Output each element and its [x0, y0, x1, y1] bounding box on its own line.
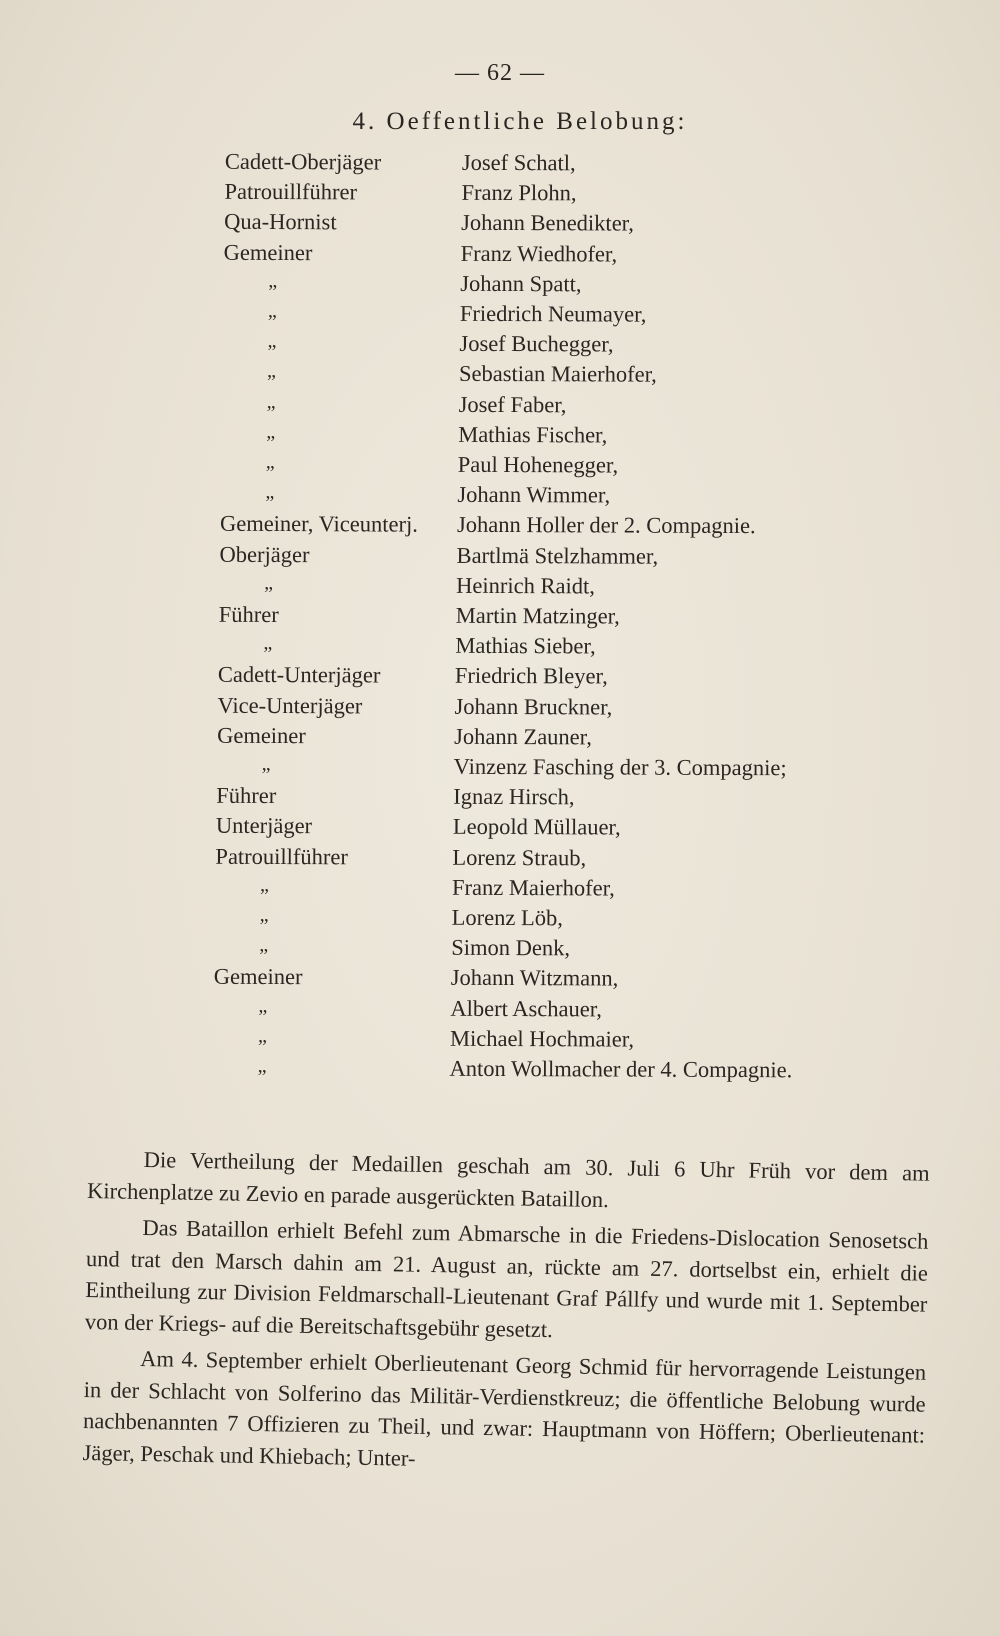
- roster-name: Johann Witzmann,: [450, 965, 619, 991]
- commendation-roster: [0, 148, 1000, 1142]
- page-number: — 62 —: [455, 60, 545, 86]
- roster-name: Lorenz Straub,: [452, 844, 587, 870]
- paragraph-march-orders: Das Bataillon erhielt Befehl zum Abmarsche in die Friedens-Dislocation Senosetsch und trat den Marsch dahin am 21. August an, rückte am 27. dortselbst ein, erhielt die Eintheilung zur Division Feldmarschall-Lieutenant Graf Pállfy und wurde mit 1. September von der Kriegs- auf die Bereitschaftsgebühr gesetzt.: [84, 1214, 929, 1342]
- roster-rank: Patrouillführer: [215, 843, 348, 869]
- roster-name: Mathias Fischer,: [458, 421, 608, 448]
- roster-name: Anton Wollmacher der 4. Compagnie.: [449, 1055, 793, 1083]
- roster-rank-ditto: „: [259, 903, 269, 926]
- roster-rank-ditto: „: [261, 752, 271, 776]
- paragraph-medal-distribution: Die Vertheilung der Medaillen geschah am 30. Juli 6 Uhr Früh vor dem am Kirchenplatze zu Zevio en parade ausgerückten Bataillon.: [86, 1146, 930, 1212]
- roster-rank: Unterjäger: [215, 813, 313, 839]
- paragraph-september-awards: Am 4. September erhielt Oberlieutenant Georg Schmid für hervorragende Leistungen in der Schlacht von Solferino das Militär-Verdienstkreuz; die öffentliche Belobung wurde nachbenannten 7 Offizieren zu Theil, und zwar: Hauptmann von Höffern; Oberlieutenant: Jäger, Peschak und Khiebach; Unter-: [82, 1345, 927, 1471]
- roster-name: Heinrich Raidt,: [456, 572, 595, 599]
- roster-name: Simon Denk,: [451, 934, 571, 961]
- roster-rank-ditto: „: [268, 269, 278, 292]
- roster-name: Bartlmä Stelzhammer,: [456, 542, 659, 569]
- roster-rank-ditto: „: [266, 420, 276, 443]
- roster-rank-ditto: „: [267, 330, 277, 353]
- roster-rank: Gemeiner: [217, 722, 306, 748]
- roster-rank: Gemeiner, Viceunterj.: [219, 511, 418, 538]
- roster-rank: Oberjäger: [219, 541, 310, 567]
- roster-name: Josef Buchegger,: [459, 331, 614, 357]
- roster-name: Lorenz Löb,: [451, 904, 563, 931]
- roster-name: Franz Maierhofer,: [451, 874, 615, 901]
- roster-rank-ditto: „: [264, 571, 274, 594]
- roster-name: Josef Faber,: [458, 391, 567, 417]
- roster-rank: Patrouillführer: [224, 178, 358, 205]
- roster-rank: Cadett-Oberjäger: [224, 148, 382, 175]
- body-text: [82, 1143, 930, 1488]
- roster-name: Sebastian Maierhofer,: [459, 361, 657, 388]
- roster-name: Martin Matzinger,: [455, 602, 620, 629]
- roster-rank-ditto: „: [267, 360, 277, 383]
- roster-name: Johann Zauner,: [454, 723, 592, 750]
- roster-name: Franz Plohn,: [461, 180, 577, 206]
- roster-name: Leopold Müllauer,: [452, 814, 621, 840]
- roster-name: Johann Benedikter,: [461, 210, 634, 236]
- roster-name: Johann Bruckner,: [454, 693, 613, 720]
- roster-rank-ditto: „: [260, 873, 269, 896]
- roster-name: Josef Schatl,: [461, 149, 576, 176]
- roster-name: Paul Hohenegger,: [457, 451, 619, 478]
- roster-rank-ditto: „: [257, 1054, 267, 1077]
- roster-rank-ditto: „: [257, 1024, 267, 1047]
- roster-name: Johann Holler der 2. Compagnie.: [456, 512, 756, 539]
- roster-name: Johann Spatt,: [460, 270, 582, 297]
- roster-rank-ditto: „: [263, 632, 273, 655]
- roster-rank: Führer: [216, 782, 277, 809]
- section-heading: 4. Oeffentliche Belobung:: [352, 108, 688, 135]
- roster-rank-ditto: „: [258, 994, 268, 1017]
- roster-rank-ditto: „: [266, 390, 276, 413]
- roster-row: [0, 1054, 996, 1089]
- roster-rank-ditto: „: [267, 299, 277, 323]
- roster-rank: Führer: [218, 601, 279, 628]
- roster-name: Albert Aschauer,: [450, 995, 603, 1022]
- roster-name: Johann Wimmer,: [457, 482, 611, 508]
- roster-name: Ignaz Hirsch,: [453, 783, 575, 810]
- roster-name: Friedrich Neumayer,: [459, 300, 647, 327]
- roster-name: Vinzenz Fasching der 3. Compagnie;: [453, 753, 787, 781]
- roster-name: Michael Hochmaier,: [449, 1025, 635, 1052]
- roster-rank: Qua-Hornist: [224, 209, 337, 235]
- roster-rank: Vice-Unterjäger: [217, 692, 363, 718]
- roster-rank: Cadett-Unterjäger: [217, 662, 381, 688]
- roster-rank-ditto: „: [265, 481, 275, 504]
- roster-rank-ditto: „: [265, 450, 275, 474]
- roster-name: Friedrich Bleyer,: [454, 663, 608, 689]
- roster-rank: Gemeiner: [223, 239, 313, 265]
- roster-name: Franz Wiedhofer,: [460, 240, 618, 267]
- roster-rank: Gemeiner: [213, 964, 303, 990]
- roster-rank-ditto: „: [259, 934, 269, 957]
- roster-name: Mathias Sieber,: [455, 632, 596, 659]
